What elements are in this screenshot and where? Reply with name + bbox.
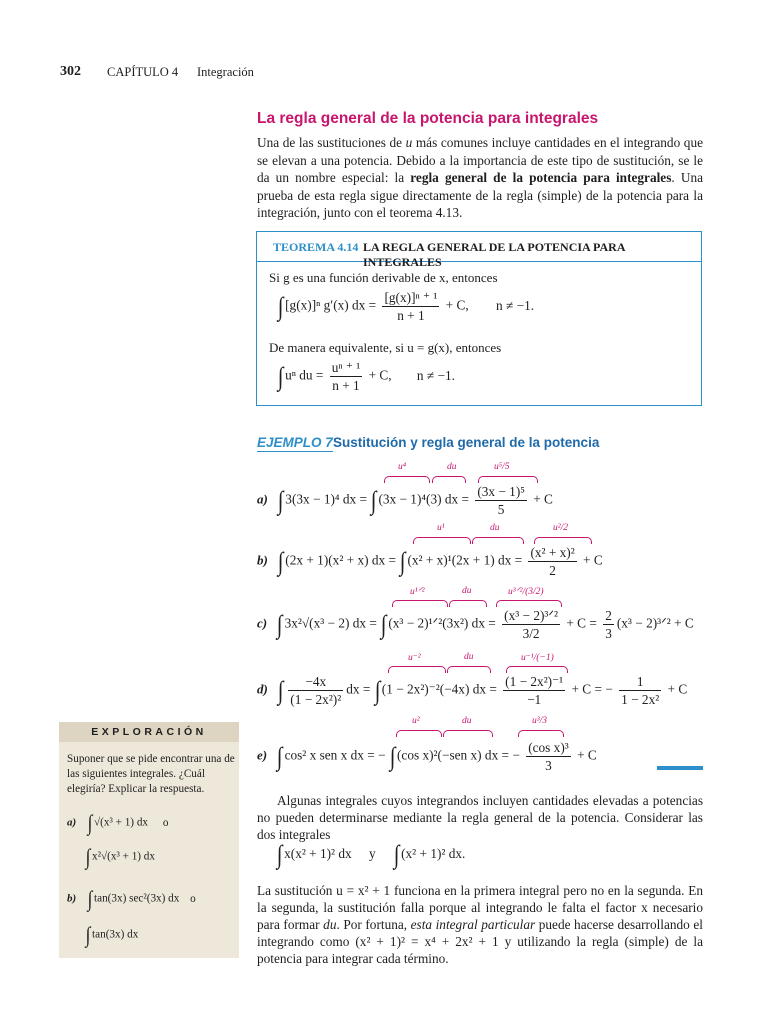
theorem-title: LA REGLA GENERAL DE LA POTENCIA PARA INTEGRALES [363, 240, 625, 269]
exploration-text: Suponer que se pide encontrar una de las siguientes integrales. ¿Cuál elegiría? Explicar la respuesta. [67, 753, 235, 795]
section-title: La regla general de la potencia para integrales [257, 110, 599, 127]
chapter-title: Integración [197, 65, 254, 79]
exploration-box [59, 722, 239, 958]
exploration-b2: ∫ tan(3x) dx [85, 922, 139, 947]
exploration-a1: a) ∫ √(x³ + 1) dx o [67, 810, 169, 835]
theorem-box [256, 231, 702, 406]
theorem-line-1: Si g es una función derivable de x, entonces [269, 270, 498, 285]
exploration-b1: b) ∫ tan(3x) sec²(3x) dx o [67, 886, 196, 911]
closing-paragraph-2: La sustitución u = x² + 1 funciona en la primera integral pero no en la segunda. En la segunda, la sustitución falla porque al integrando le falta el factor x necesario para formar du. Por fortuna, esta integral particular puede hacerse desarrollando el integrando como (x² + 1)² = x⁴ + 2x² + 1 y utilizando la regla (simple) de la potencia para integrar cada término. [257, 883, 703, 966]
theorem-formula-2: ∫ uⁿ du = $\frac{\text{uⁿ ⁺ ¹}}{n + 1}$ + C, n ≠ −1. [277, 360, 455, 393]
page-number: 302 [60, 64, 81, 79]
integral-sign: ∫ [277, 291, 284, 321]
two-integrals: ∫ x(x² + 1)² dx y ∫ (x² + 1)² dx. [276, 840, 466, 869]
example-end-bar [657, 766, 703, 770]
exploration-a2: ∫ x²√(x³ + 1) dx [85, 844, 155, 869]
example-title: Sustitución y regla general de la potencia [333, 435, 600, 450]
theorem-header [257, 232, 701, 269]
theorem-formula-1: ∫ [g(x)]ⁿ g′(x) dx = $\frac{\text{[g(x)]ⁿ ⁺ ¹}}{n + 1}$ + C, n ≠ −1. [277, 290, 535, 323]
exploration-title: EXPLORACIÓN [91, 726, 207, 738]
theorem-line-2: De manera equivalente, si u = g(x), entonces [269, 340, 502, 355]
closing-paragraph-1: Algunas integrales cuyos integrandos incluyen cantidades elevadas a potencias no pueden determinarse mediante la regla general de la potencia. Considerar las dos integrales [257, 793, 703, 842]
example-label: EJEMPLO 7 [257, 435, 333, 450]
intro-paragraph: Una de las sustituciones de u más comunes incluye cantidades en el integrando que se elevan a una potencia. Debido a la importancia de este tipo de sustitución, se le da un nombre especial: la regla general de la potencia para integrales. Una prueba de esta regla sigue directamente de la regla (simple) de la potencia para la integración, junto con el teorema 4.13. [257, 135, 703, 220]
exploration-header [59, 722, 239, 742]
integral-sign: ∫ [277, 361, 284, 391]
theorem-label: TEOREMA 4.14 [273, 240, 359, 254]
chapter-label: CAPÍTULO 4 [107, 65, 179, 79]
